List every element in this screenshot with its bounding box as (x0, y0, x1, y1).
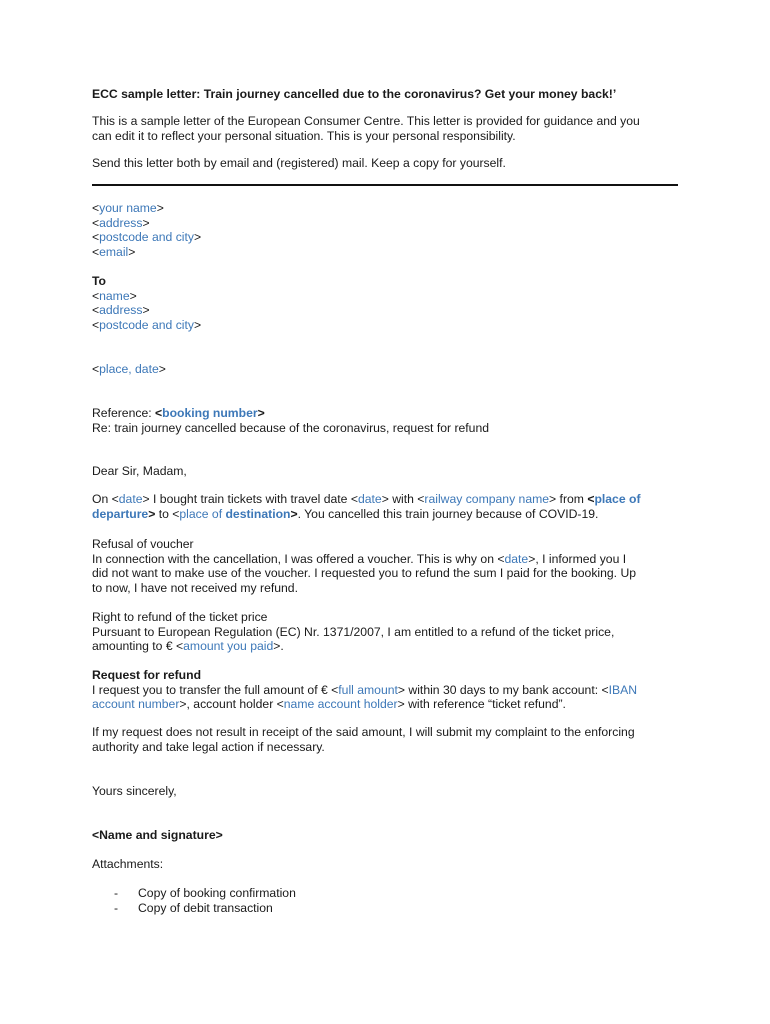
paragraph-request: Request for refund I request you to transfer the full amount of € <full amount> within 30 days to my bank account: <IBAN account number>, account holder <name account holder> with reference “ticket refund”. (92, 668, 682, 712)
reference-block (92, 406, 682, 435)
recipient-to: To (92, 274, 106, 288)
recipient-name: <name> (92, 288, 137, 303)
paragraph-purchase: On <date> I bought train tickets with travel date <date> with <railway company name> from <place of departure> to <place of destination>. You cancelled this train journey because of COVID-19. (92, 492, 641, 521)
list-item: - Copy of booking confirmation (114, 886, 296, 900)
attachments-list (92, 886, 682, 915)
letter-title (92, 87, 682, 102)
paragraph-closing: If my request does not result in receipt of the said amount, I will submit my complaint to the enforcing authority and take legal action if necessary. (92, 725, 635, 754)
sender-email: <email> (92, 244, 136, 259)
sender-address: <address> (92, 215, 150, 230)
sender-name: <your name> (92, 201, 164, 215)
reference-line: Reference: <booking number> (92, 406, 265, 420)
sender-block (92, 201, 682, 259)
salutation: Dear Sir, Madam, (92, 464, 187, 478)
divider-line (92, 184, 678, 186)
place-date: <place, date> (92, 362, 166, 376)
recipient-block (92, 274, 682, 332)
sign-off: Yours sincerely, (92, 784, 177, 798)
paragraph-voucher: Refusal of voucher In connection with the cancellation, I was offered a voucher. This is why on <date>, I informed you I did not want to make use of the voucher. I requested you to refund the sum I paid for the booking. Up to now, I have not received my refund. (92, 537, 682, 595)
recipient-address: <address> (92, 303, 150, 318)
recipient-postcode: <postcode and city> (92, 317, 202, 332)
right-heading: Right to refund of the ticket price (92, 610, 268, 624)
intro-line-1: This is a sample letter of the European Consumer Centre. This letter is provided for guidance and you (92, 114, 640, 128)
voucher-heading: Refusal of voucher (92, 537, 194, 551)
paragraph-right: Right to refund of the ticket price Pursuant to European Regulation (EC) Nr. 1371/2007, I am entitled to a refund of the ticket price, amounting to € <amount you paid>. (92, 610, 682, 654)
sender-postcode: <postcode and city> (92, 230, 202, 245)
title-text: ECC sample letter: Train journey cancelled due to the coronavirus? Get your money back!’ (92, 87, 617, 101)
send-instruction (92, 156, 682, 171)
re-line: Re: train journey cancelled because of the coronavirus, request for refund (92, 420, 489, 435)
list-item: - Copy of debit transaction (114, 900, 273, 915)
send-text: Send this letter both by email and (registered) mail. Keep a copy for yourself. (92, 156, 506, 170)
attachments-label: Attachments: (92, 857, 164, 871)
intro-paragraph (92, 114, 682, 143)
intro-line-2: can edit it to reflect your personal situation. This is your personal responsibility. (92, 128, 516, 143)
request-heading: Request for refund (92, 668, 202, 682)
signature-placeholder: <Name and signature> (92, 828, 223, 842)
